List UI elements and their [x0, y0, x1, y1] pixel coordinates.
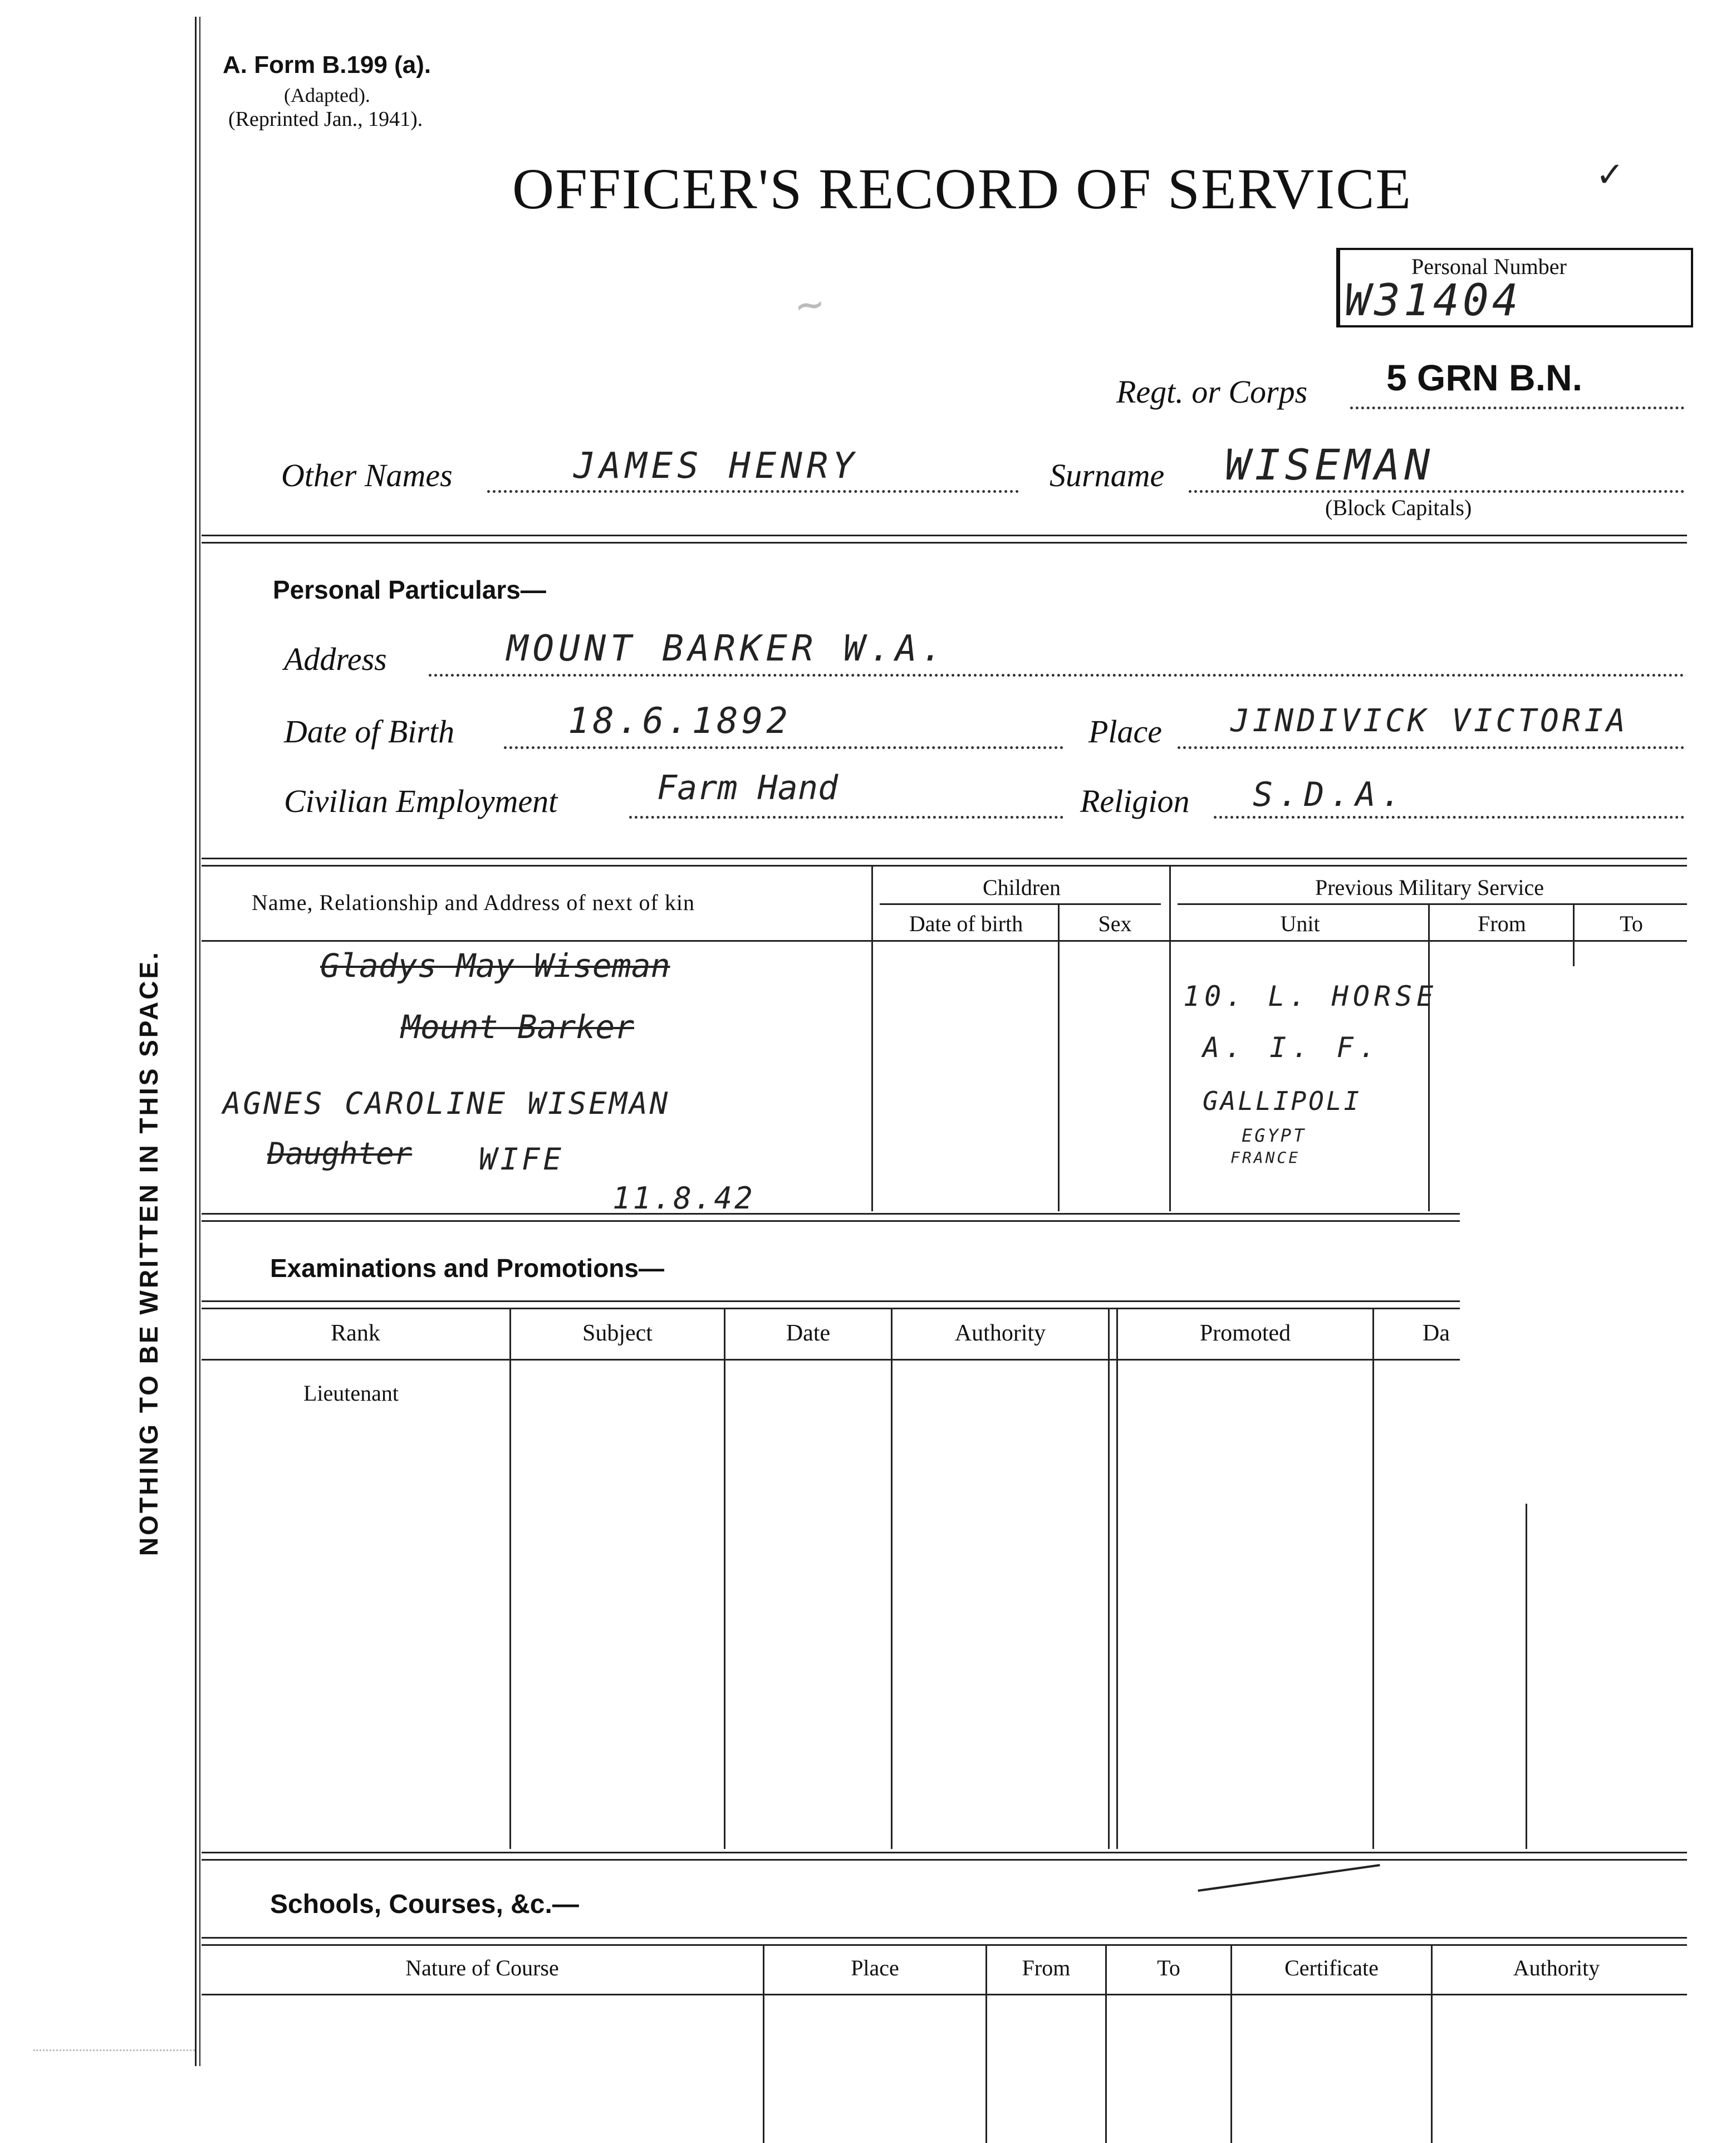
- school-from-header: From: [1022, 1955, 1071, 1980]
- surname-dots: [1189, 490, 1684, 493]
- form-id: A. Form B.199 (a).: [223, 51, 431, 79]
- school-course-header: Nature of Course: [405, 1955, 559, 1980]
- unit-line-3: GALLIPOLI: [1203, 1086, 1362, 1116]
- employment-dots: [629, 816, 1063, 819]
- regt-label: Regt. or Corps: [1116, 374, 1308, 410]
- exam-col-promoted-line-2: [1116, 1309, 1118, 1849]
- place-dots: [1178, 746, 1684, 749]
- left-margin-rule: [195, 17, 197, 2066]
- exam-col-subject-line: [509, 1309, 511, 1849]
- unit-line-1: 10. L. HORSE: [1183, 980, 1438, 1012]
- child-sex-header: Sex: [1098, 911, 1132, 936]
- check-mark: ✓: [1598, 150, 1622, 196]
- kin-struck-relation: Daughter: [267, 1136, 413, 1171]
- children-end-line: [1169, 866, 1171, 1211]
- school-certificate-header: Certificate: [1284, 1955, 1379, 1980]
- children-header: Children: [983, 875, 1061, 900]
- schools-header-rule: [202, 1994, 1687, 1995]
- surname-label: Surname: [1050, 457, 1165, 493]
- regt-dots: [1350, 407, 1684, 409]
- page-title: OFFICER'S RECORD OF SERVICE: [512, 157, 1413, 221]
- rank-value: Lieutenant: [303, 1381, 399, 1406]
- place-label: Place: [1088, 713, 1163, 750]
- exams-top-rule: [202, 1300, 1460, 1309]
- pen-stroke: [1198, 1864, 1380, 1892]
- kin-col-line: [871, 866, 873, 1211]
- section-divider-3: [202, 1213, 1460, 1222]
- exam-extra-line: [1526, 1504, 1527, 1849]
- form-reprinted: (Reprinted Jan., 1941).: [228, 107, 423, 131]
- child-dob-col-line: [1058, 905, 1060, 1211]
- military-header-rule: [1178, 903, 1687, 905]
- pencil-scribble: ~: [792, 277, 827, 332]
- address-label: Address: [284, 641, 387, 677]
- address-value: MOUNT BARKER W.A.: [507, 628, 948, 669]
- exam-col-authority-line: [891, 1309, 892, 1849]
- kin-date: 11.8.42: [612, 1181, 755, 1216]
- personal-number-value: W31404: [1345, 276, 1522, 326]
- exams-heading: Examinations and Promotions—: [270, 1254, 664, 1283]
- from-col-line: [1573, 905, 1575, 966]
- surname-value: WISEMAN: [1225, 440, 1435, 490]
- dob-dots: [504, 746, 1063, 749]
- unit-line-2: A. I. F.: [1203, 1031, 1381, 1064]
- unit-line-5: FRANCE: [1230, 1148, 1301, 1167]
- kin-relation: WIFE: [479, 1142, 565, 1177]
- exam-col-date-line: [724, 1309, 725, 1849]
- dob-label: Date of Birth: [284, 713, 455, 750]
- unit-header: Unit: [1280, 911, 1320, 936]
- dob-value: 18.6.1892: [568, 701, 791, 742]
- child-dob-header: Date of birth: [909, 911, 1023, 936]
- kin-name: AGNES CAROLINE WISEMAN: [223, 1086, 670, 1121]
- regt-value: 5 GRN B.N.: [1386, 357, 1583, 398]
- schools-heading: Schools, Courses, &c.—: [270, 1890, 579, 1919]
- address-dots: [429, 674, 1684, 677]
- kin-struck-name: Gladys May Wiseman: [320, 947, 670, 985]
- personal-number-label: Personal Number: [1411, 254, 1567, 279]
- exam-col-promoted-line: [1108, 1309, 1110, 1849]
- other-names-dots: [487, 490, 1019, 493]
- section-divider-4: [202, 1852, 1687, 1861]
- exam-subject-header: Subject: [582, 1320, 653, 1346]
- religion-value: S.D.A.: [1253, 775, 1407, 814]
- bottom-margin-dots: [33, 2049, 195, 2051]
- employment-value: Farm Hand: [657, 769, 838, 808]
- unit-col-line: [1428, 905, 1430, 1211]
- left-margin-rule-inner: [199, 17, 200, 2066]
- kin-struck-address: Mount Barker: [401, 1008, 635, 1046]
- exam-rank-header: Rank: [331, 1320, 380, 1346]
- kin-table-header-rule: [202, 940, 1687, 942]
- to-header: To: [1620, 911, 1643, 936]
- military-header: Previous Military Service: [1315, 875, 1544, 900]
- kin-header: Name, Relationship and Address of next of kin: [252, 890, 695, 915]
- schools-top-rule: [202, 1937, 1687, 1946]
- employment-label: Civilian Employment: [284, 783, 558, 819]
- other-names-value: JAMES HENRY: [573, 446, 859, 487]
- block-capitals-note: (Block Capitals): [1325, 495, 1472, 520]
- from-header: From: [1478, 911, 1526, 936]
- personal-heading: Personal Particulars—: [273, 575, 546, 604]
- school-to-header: To: [1157, 1955, 1180, 1980]
- unit-line-4: EGYPT: [1242, 1125, 1307, 1146]
- religion-dots: [1214, 816, 1684, 819]
- section-divider-1: [202, 535, 1687, 544]
- religion-label: Religion: [1080, 783, 1190, 819]
- exam-date-header: Date: [786, 1320, 831, 1346]
- place-value: JINDIVICK VICTORIA: [1230, 703, 1629, 739]
- exam-authority-header: Authority: [954, 1320, 1046, 1346]
- school-authority-header: Authority: [1513, 1955, 1600, 1980]
- exam-promoted-header: Promoted: [1199, 1320, 1291, 1346]
- exam-date2-header: Da: [1423, 1320, 1450, 1346]
- children-header-rule: [880, 903, 1161, 905]
- section-divider-2: [202, 858, 1687, 867]
- other-names-label: Other Names: [281, 457, 453, 493]
- exam-col-date2-line: [1372, 1309, 1374, 1849]
- exams-header-rule: [202, 1359, 1460, 1361]
- form-adapted: (Adapted).: [284, 84, 370, 106]
- side-note: NOTHING TO BE WRITTEN IN THIS SPACE.: [134, 950, 163, 1556]
- school-place-header: Place: [851, 1955, 899, 1980]
